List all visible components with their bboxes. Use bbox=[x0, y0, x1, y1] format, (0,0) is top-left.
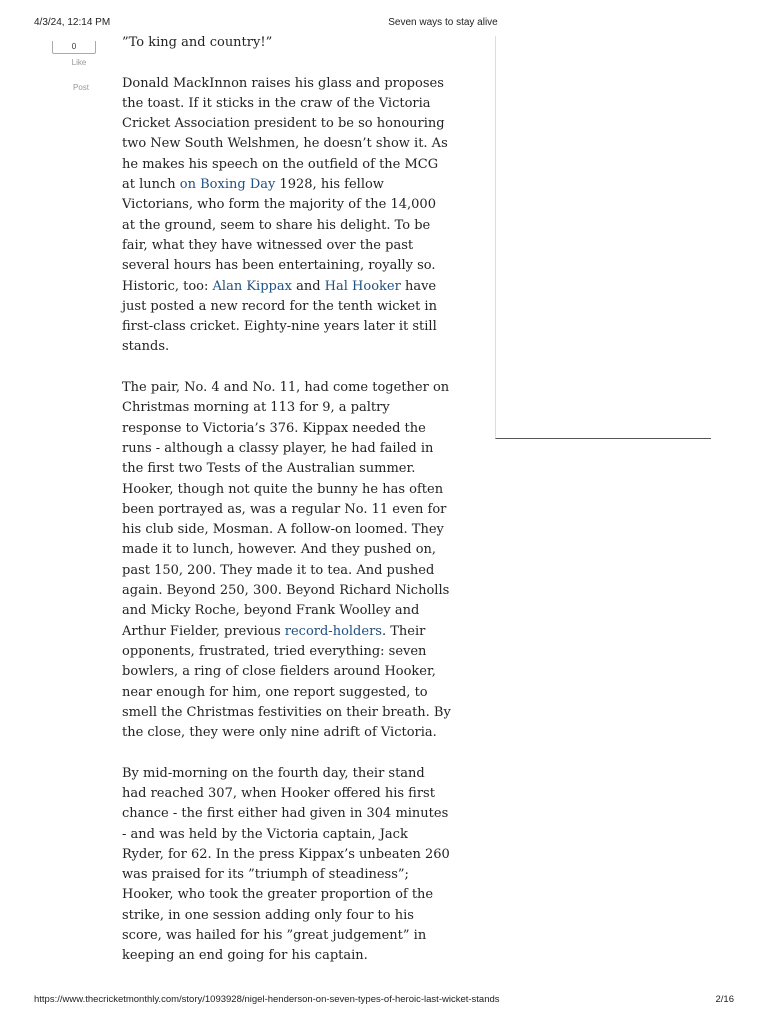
text-run: and bbox=[291, 278, 325, 294]
print-page-title: Seven ways to stay alive bbox=[388, 17, 498, 28]
link-alan-kippax[interactable]: Alan Kippax bbox=[212, 278, 292, 294]
text-run: have just posted a new record for the tenth wicket in first-class cricket. Eighty-nine years later it still stands. bbox=[122, 278, 437, 355]
link-hal-hooker[interactable]: Hal Hooker bbox=[324, 278, 401, 294]
advertisement-slot bbox=[495, 36, 711, 439]
article-body bbox=[122, 33, 452, 987]
article-paragraph bbox=[122, 378, 452, 743]
link-record-holders[interactable]: record-holders bbox=[284, 623, 382, 639]
link-on-boxing-day[interactable]: on Boxing Day bbox=[179, 177, 276, 193]
text-run: Donald MackInnon raises his glass and proposes the toast. If it sticks in the craw of the Victoria Cricket Association president to be so honouring two New South Welshmen, he doesn’t show it. As he makes his speech on the outfield of the MCG at lunch bbox=[122, 75, 448, 193]
text-run: 1928, his fellow Victorians, who form the majority of the 14,000 at the ground, seem to share his delight. To be fair, what they have witnessed over the past several hours has been entertaining, royally so. Historic, too: bbox=[122, 177, 436, 294]
social-share-bar bbox=[52, 41, 96, 92]
text-run: The pair, No. 4 and No. 11, had come together on Christmas morning at 113 for 9, a paltry response to Victoria’s 376. Kippax needed the runs - although a classy player, he had failed in the first two Tests of the Australian summer. Hooker, though not quite the bunny he has often been portrayed as, was a regular No. 11 even for his club side, Mosman. A follow-on loomed. They made it to lunch, however. And they pushed on, past 150, 200. They made it to tea. And pushed again. Beyond 250, 300. Beyond Richard Nicholls and Micky Roche, beyond Frank Woolley and Arthur Fielder, previous bbox=[122, 380, 450, 639]
article-paragraph bbox=[122, 74, 452, 358]
text-run: . Their opponents, frustrated, tried everything: seven bowlers, a ring of close fielders around Hooker, near enough for him, one report suggested, to smell the Christmas festivities on their breath. By the close, they were only nine adrift of Victoria. bbox=[122, 623, 451, 741]
like-button[interactable]: Like bbox=[71, 58, 87, 67]
article-paragraph: ”To king and country!” bbox=[122, 35, 273, 50]
print-page-number: 2/16 bbox=[715, 994, 734, 1005]
post-button[interactable]: Post bbox=[72, 83, 89, 92]
like-count-badge: 0 bbox=[52, 41, 96, 54]
print-page-url: https://www.thecricketmonthly.com/story/1093928/nigel-henderson-on-seven-types-of-heroic-last-wicket-stands bbox=[34, 994, 500, 1005]
article-paragraph: By mid-morning on the fourth day, their stand had reached 307, when Hooker offered his first chance - the first either had given in 304 minutes - and was held by the Victoria captain, Jack Ryder, for 62. In the press Kippax’s unbeaten 260 was praised for its ”triumph of steadiness”; Hooker, who took the greater proportion of the strike, in one session adding only four to his score, was hailed for his ”great judgement” in keeping an end going for his captain. bbox=[122, 765, 450, 964]
print-datetime: 4/3/24, 12:14 PM bbox=[34, 17, 111, 28]
